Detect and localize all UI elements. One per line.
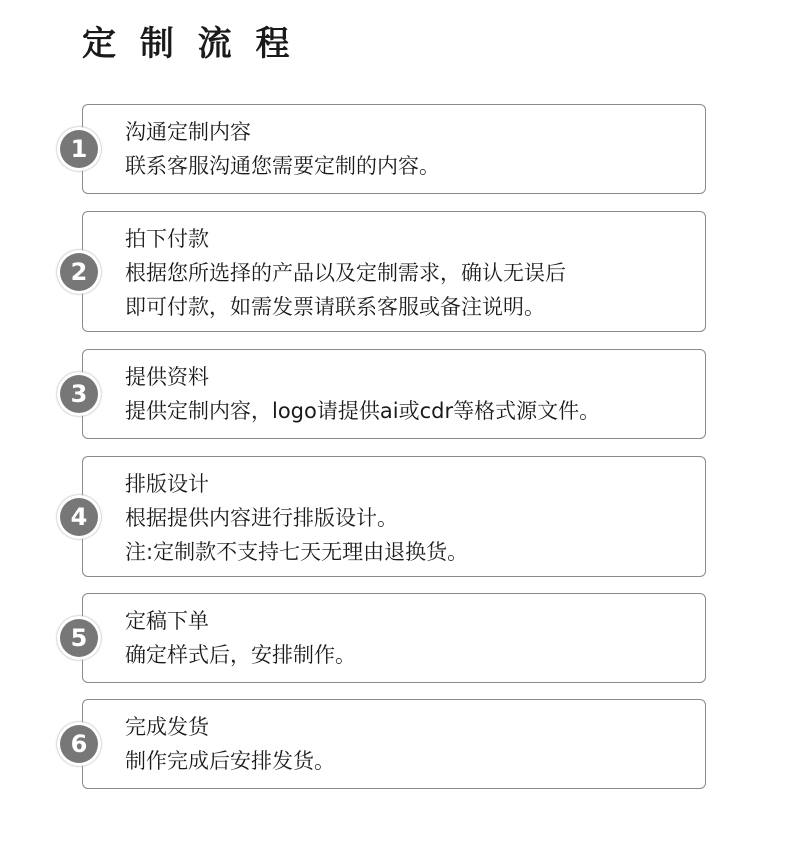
step-description: 制作完成后安排发货。 <box>125 749 335 773</box>
step-description: 确定样式后，安排制作。 <box>125 643 356 667</box>
step-number: 2 <box>60 253 98 291</box>
step-card-3 <box>70 349 706 439</box>
step-badge <box>57 616 101 660</box>
step-badge <box>57 372 101 416</box>
step-card-4 <box>70 456 706 577</box>
step-card-2 <box>70 211 706 332</box>
step-title: 沟通定制内容 <box>125 120 251 144</box>
page-title: 定 制 流 程 <box>82 24 296 64</box>
step-number: 1 <box>60 130 98 168</box>
step-title: 排版设计 <box>125 472 209 496</box>
step-number: 6 <box>60 725 98 763</box>
step-description: 注:定制款不支持七天无理由退换货。 <box>125 540 469 564</box>
step-card-5 <box>70 593 706 683</box>
step-description: 根据您所选择的产品以及定制需求，确认无误后 <box>125 261 566 285</box>
step-badge <box>57 495 101 539</box>
step-description: 根据提供内容进行排版设计。 <box>125 506 398 530</box>
step-description: 即可付款，如需发票请联系客服或备注说明。 <box>125 295 545 319</box>
step-description: 联系客服沟通您需要定制的内容。 <box>125 154 440 178</box>
step-title: 拍下付款 <box>125 227 209 251</box>
step-description: 提供定制内容，logo请提供ai或cdr等格式源文件。 <box>125 399 601 423</box>
step-badge <box>57 127 101 171</box>
step-card-6 <box>70 699 706 789</box>
step-card-1 <box>70 104 706 194</box>
step-title: 定稿下单 <box>125 609 209 633</box>
step-badge <box>57 250 101 294</box>
step-title: 提供资料 <box>125 365 209 389</box>
step-number: 5 <box>60 619 98 657</box>
step-number: 3 <box>60 375 98 413</box>
step-title: 完成发货 <box>125 715 209 739</box>
step-number: 4 <box>60 498 98 536</box>
step-badge <box>57 722 101 766</box>
